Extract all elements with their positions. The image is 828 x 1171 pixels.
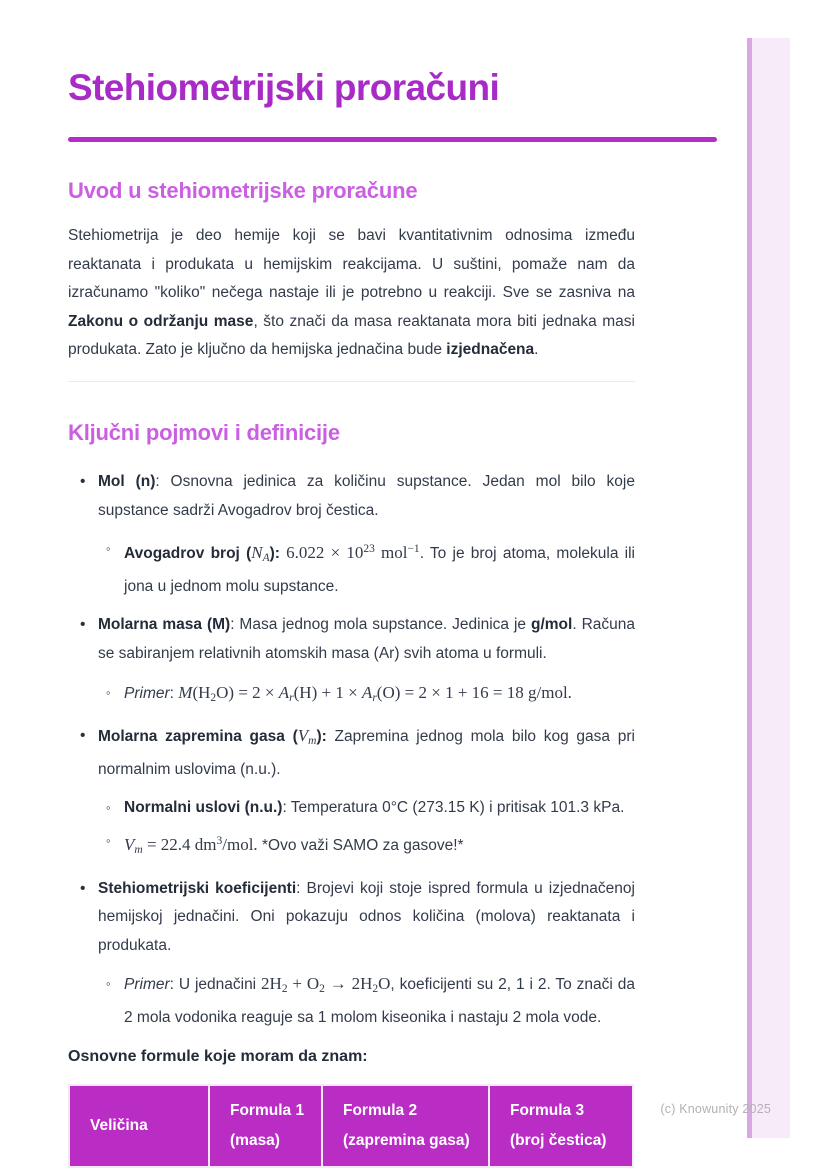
bullet-list [68, 468, 635, 1033]
bullet-marker-icon: • [80, 879, 86, 897]
list-item [68, 875, 635, 961]
list-item-text: Vm = 22.4 $dm^3$/mol. *Ovo važi SAMO za gasove!* [124, 834, 464, 856]
title-rule [68, 137, 717, 142]
list-item-text: Normalni uslovi (n.u.): Temperatura 0°C (273.15 K) i pritisak 101.3 kPa. [124, 799, 625, 817]
side-strip [752, 38, 790, 1138]
watermark: (c) Knowunity 2025 [660, 1102, 771, 1116]
list-item-text: Avogadrov broj (NA): $6.022 \times 10^{23}$ mol$^{-1}$. To je broj atoma, molekula ili jona u jednom molu supstance. [124, 543, 636, 595]
table-header-line: Veličina [90, 1117, 148, 1135]
list-item [68, 679, 635, 713]
section-divider [68, 381, 635, 382]
table-header-line: Formula 3 [510, 1102, 585, 1120]
table-header-line: Formula 1 [230, 1102, 305, 1120]
bullet-marker-icon: • [80, 616, 86, 634]
list-item-text: Molarna zapremina gasa (Vm): Zapremina jednog mola bilo kog gasa pri normalnim uslovima (n.u.). [98, 726, 635, 778]
formulas-table [68, 1084, 634, 1168]
list-item [68, 970, 635, 1032]
list-item [68, 535, 635, 601]
circle-bullet-marker-icon: ◦ [106, 800, 111, 816]
table-header-cell [70, 1086, 208, 1166]
list-item-text: Mol (n): Osnovna jedinica za količinu supstance. Jedan mol bilo koje supstance sadrži Avogadrov broj čestica. [98, 472, 635, 519]
table-header-line: (zapremina gasa) [343, 1132, 470, 1150]
table-header-line: (masa) [230, 1132, 280, 1150]
circle-bullet-marker-icon: ◦ [106, 976, 111, 992]
table-header-line: Formula 2 [343, 1102, 418, 1120]
section-heading-intro: Uvod u stehiometrijske proračune [68, 178, 418, 203]
bullet-marker-icon: • [80, 472, 86, 490]
page-title: Stehiometrijski proračuni [68, 67, 500, 108]
document-content [68, 0, 635, 1168]
list-item-text: Stehiometrijski koeficijenti: Brojevi koji stoje ispred formula u izjednačenoj hemijskoj jednačini. Oni pokazuju odnos količina (molova) reaktanata i produkata. [98, 879, 635, 954]
list-item-text: Primer: M(H2O) = 2 × Ar(H) + 1 × Ar(O) = 2 × 1 + 16 = 18 g/mol. [124, 682, 572, 704]
list-item [68, 794, 635, 823]
list-item [68, 468, 635, 525]
bullet-marker-icon: • [80, 727, 86, 745]
table-header-cell [321, 1086, 488, 1166]
circle-bullet-marker-icon: ◦ [106, 832, 111, 848]
list-item [68, 827, 635, 865]
list-item [68, 722, 635, 784]
list-item-text: Molarna masa (M): Masa jednog mola supstance. Jedinica je g/mol. Računa se sabiranjem relativnih atomskih masa (Ar) svih atoma u formuli. [98, 616, 635, 662]
table-header-cell [208, 1086, 321, 1166]
table-header-cell [488, 1086, 632, 1166]
list-item-text: Primer: U jednačini 2H2 + O2 → 2H2O, koeficijenti su 2, 1 i 2. To znači da 2 mola vodonika reaguje sa 1 molom kiseonika i nastaju 2 mola vode. [124, 974, 635, 1026]
circle-bullet-marker-icon: ◦ [106, 541, 111, 557]
circle-bullet-marker-icon: ◦ [106, 684, 111, 700]
intro-paragraph: Stehiometrija je deo hemije koji se bavi kvantitativnim odnosima između reaktanata i produkata u hemijskim reakcijama. U suštini, pomaže nam da izračunamo "koliko" nečega nastaje ili je potrebno u reakciji. Sve se zasniva na Zakonu o održanju mase, što znači da masa reaktanata mora biti jednaka masi produkata. Zato je ključno da hemijska jednačina bude izjednačena. [68, 227, 635, 359]
list-item [68, 611, 635, 668]
section-heading-key-terms: Ključni pojmovi i definicije [68, 419, 340, 445]
formulas-heading: Osnovne formule koje moram da znam: [68, 1048, 368, 1066]
table-header-line: (broj čestica) [510, 1132, 607, 1150]
